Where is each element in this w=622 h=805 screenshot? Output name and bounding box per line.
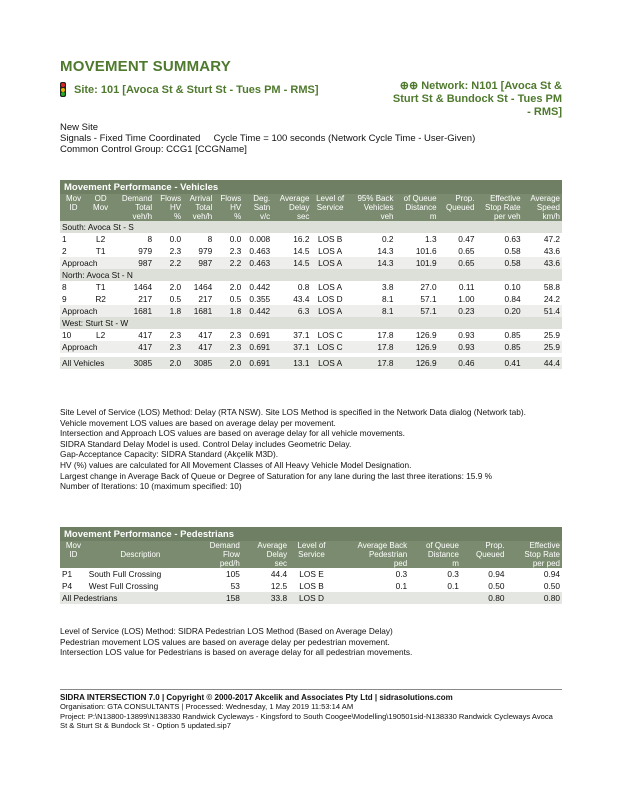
table-cell: T1 bbox=[95, 246, 106, 256]
table-cell: 0.93 bbox=[458, 330, 475, 340]
table-cell: 14.5 bbox=[293, 246, 310, 256]
table-cell: 101.6 bbox=[415, 246, 437, 256]
table-cell: 417 bbox=[183, 341, 214, 353]
table-cell: LOS D bbox=[317, 294, 343, 304]
column-header: Flow bbox=[194, 550, 242, 559]
table-cell: 0.355 bbox=[249, 294, 271, 304]
table-cell: 217 bbox=[138, 294, 153, 304]
approach-row bbox=[60, 305, 562, 317]
table-cell: 0.65 bbox=[458, 246, 475, 256]
column-header: km/h bbox=[523, 212, 562, 221]
table-cell: 8 bbox=[147, 234, 153, 244]
note-line: Pedestrian movement LOS values are based on average delay per pedestrian movement. bbox=[60, 636, 390, 647]
table-cell: 14.5 bbox=[272, 257, 311, 269]
column-header bbox=[87, 212, 114, 221]
table-cell: 0.93 bbox=[439, 341, 477, 353]
table-cell: 13.1 bbox=[272, 357, 311, 369]
network-heading bbox=[392, 80, 562, 119]
table-cell: 158 bbox=[194, 592, 242, 604]
table-cell: L2 bbox=[96, 330, 106, 340]
table-cell: 2.0 bbox=[229, 282, 242, 292]
table-row bbox=[60, 281, 562, 293]
approach-row bbox=[60, 257, 562, 269]
note-line: Level of Service (LOS) Method: SIDRA Pedestrian LOS Method (Based on Average Delay) bbox=[60, 626, 393, 636]
table-cell: 2.0 bbox=[214, 357, 243, 369]
column-header bbox=[289, 559, 334, 568]
column-header: Effective bbox=[506, 541, 562, 550]
table-cell: 0.47 bbox=[458, 234, 475, 244]
table-cell: 979 bbox=[198, 246, 213, 256]
table-cell: 0.691 bbox=[243, 357, 272, 369]
table-cell: 37.1 bbox=[293, 330, 310, 340]
column-header: Pedestrian bbox=[334, 550, 409, 559]
table-cell: 0.3 bbox=[447, 569, 459, 579]
column-header: Vehicles bbox=[349, 203, 396, 212]
table-cell: 14.3 bbox=[349, 257, 396, 269]
table-cell: 987 bbox=[114, 257, 154, 269]
column-header: per ped bbox=[506, 559, 562, 568]
note-line: Number of Iterations: 10 (maximum specified: 10) bbox=[60, 481, 242, 492]
column-header: OD bbox=[87, 194, 114, 203]
table-cell: 3085 bbox=[114, 357, 154, 369]
table-cell: 2.3 bbox=[214, 341, 243, 353]
table-cell: 2.2 bbox=[154, 257, 183, 269]
network-line-1: Network: N101 [Avoca St & bbox=[421, 80, 562, 92]
table-cell: 417 bbox=[114, 341, 154, 353]
note-line: Largest change in Average Back of Queue or Degree of Saturation for any lane during the last three iterations: 15.9 % bbox=[60, 470, 493, 481]
table-cell: T1 bbox=[95, 282, 106, 292]
table-row bbox=[60, 568, 562, 580]
column-header-row bbox=[60, 541, 562, 550]
table-cell: 0.5 bbox=[229, 294, 242, 304]
table-cell: LOS E bbox=[299, 569, 324, 579]
column-header: Service bbox=[289, 550, 334, 559]
info-line: New Site bbox=[60, 122, 99, 133]
column-header: Flows bbox=[154, 194, 183, 203]
table-title: Movement Performance - Pedestrians bbox=[60, 527, 562, 541]
table-cell: 43.6 bbox=[523, 257, 562, 269]
table-cell: 1 bbox=[62, 234, 67, 244]
footer-organisation: Organisation: GTA CONSULTANTS | Processed: Wednesday, 1 May 2019 11:53:14 AM bbox=[60, 702, 354, 712]
table-cell: 0.5 bbox=[169, 294, 182, 304]
table-cell: 2.3 bbox=[229, 246, 242, 256]
table-cell: 43.4 bbox=[293, 294, 310, 304]
table-cell: 0.41 bbox=[476, 357, 522, 369]
table-cell: South Full Crossing bbox=[88, 569, 162, 579]
table-cell: 0.11 bbox=[458, 282, 475, 292]
column-header: Average bbox=[523, 194, 562, 203]
table-cell: 3085 bbox=[183, 357, 214, 369]
column-header: sec bbox=[272, 212, 311, 221]
note-line: Gap-Acceptance Capacity: SIDRA Standard (Akçelik M3D). bbox=[60, 449, 279, 460]
table-row bbox=[60, 233, 562, 245]
total-row bbox=[60, 357, 562, 369]
note-line: Intersection LOS value for Pedestrians is based on average delay for all pedestrian movements. bbox=[60, 647, 413, 658]
table-cell: 0.2 bbox=[381, 234, 394, 244]
column-header: veh/h bbox=[114, 212, 154, 221]
table-cell: 8 bbox=[62, 282, 67, 292]
column-header: Mov bbox=[87, 203, 114, 212]
column-header bbox=[60, 559, 87, 568]
column-header: ped/h bbox=[194, 559, 242, 568]
column-header: Average bbox=[272, 194, 311, 203]
column-header: % bbox=[154, 212, 183, 221]
table-cell: 51.4 bbox=[523, 305, 562, 317]
column-header: Deg. bbox=[243, 194, 272, 203]
table-cell: 58.8 bbox=[543, 282, 560, 292]
table-cell: 0.691 bbox=[249, 330, 271, 340]
table-cell: 0.65 bbox=[439, 257, 477, 269]
table-cell: 0.0 bbox=[229, 234, 242, 244]
vehicle-notes bbox=[60, 407, 526, 492]
table-cell: 0.3 bbox=[395, 569, 408, 579]
column-header: of Queue bbox=[409, 541, 461, 550]
table-cell: L2 bbox=[96, 234, 106, 244]
column-header: Stop Rate bbox=[506, 550, 562, 559]
column-header: Mov bbox=[60, 541, 87, 550]
column-header: Delay bbox=[272, 203, 311, 212]
table-cell: 0.85 bbox=[476, 341, 522, 353]
column-header: Speed bbox=[523, 203, 562, 212]
table-row bbox=[60, 580, 562, 592]
table-cell: 17.8 bbox=[377, 330, 394, 340]
table-cell: 25.9 bbox=[543, 330, 560, 340]
table-cell: 126.9 bbox=[396, 341, 439, 353]
column-header-row bbox=[60, 550, 562, 559]
column-header: % bbox=[214, 212, 243, 221]
table-cell: 0.463 bbox=[243, 257, 272, 269]
table-cell: 417 bbox=[138, 330, 153, 340]
table-cell: R2 bbox=[95, 294, 106, 304]
table-cell: 0.58 bbox=[476, 257, 522, 269]
group-name: South: Avoca St - S bbox=[60, 221, 562, 233]
table-cell: 8.1 bbox=[349, 305, 396, 317]
table-cell: 1.8 bbox=[154, 305, 183, 317]
column-header: Prop. bbox=[461, 541, 507, 550]
table-cell: 0.23 bbox=[439, 305, 477, 317]
column-header: Description bbox=[87, 550, 194, 559]
total-label: All Vehicles bbox=[60, 357, 114, 369]
table-cell: 12.5 bbox=[270, 581, 288, 591]
table-cell: 2.3 bbox=[229, 330, 242, 340]
page-title: MOVEMENT SUMMARY bbox=[60, 58, 231, 75]
table-cell: 0.0 bbox=[169, 234, 182, 244]
column-header-row bbox=[60, 194, 562, 203]
site-label: Site: 101 [Avoca St & Sturt St - Tues PM - RMS] bbox=[74, 83, 319, 96]
table-cell: 0.8 bbox=[297, 282, 310, 292]
table-cell: 44.4 bbox=[523, 357, 562, 369]
table-title-row bbox=[60, 180, 562, 194]
table-cell: 1681 bbox=[183, 305, 214, 317]
table-cell: 1.8 bbox=[214, 305, 243, 317]
table-cell: P4 bbox=[62, 581, 73, 591]
approach-label: Approach bbox=[60, 305, 114, 317]
column-header-row bbox=[60, 559, 562, 568]
table-cell: 2.0 bbox=[154, 357, 183, 369]
table-cell: 979 bbox=[138, 246, 153, 256]
table-cell: LOS A bbox=[311, 357, 348, 369]
approach-group-header bbox=[60, 317, 562, 329]
table-cell: 0.008 bbox=[249, 234, 271, 244]
column-header: Satn bbox=[243, 203, 272, 212]
column-header: Arrival bbox=[183, 194, 214, 203]
site-heading bbox=[60, 82, 318, 97]
column-header: Mov bbox=[60, 194, 87, 203]
column-header: Demand bbox=[194, 541, 242, 550]
table-cell bbox=[409, 592, 461, 604]
column-header: Average bbox=[242, 541, 289, 550]
pedestrian-notes bbox=[60, 626, 412, 658]
table-cell: 1.3 bbox=[425, 234, 437, 244]
network-icon: ⊕⊕ bbox=[399, 80, 419, 92]
column-header-row bbox=[60, 212, 562, 221]
table-cell: 16.2 bbox=[293, 234, 310, 244]
table-cell: 0.63 bbox=[504, 234, 521, 244]
column-header: Queued bbox=[439, 203, 477, 212]
column-header: Distance bbox=[409, 550, 461, 559]
table-cell: 2.3 bbox=[169, 246, 182, 256]
network-line-3: - RMS] bbox=[527, 106, 562, 118]
table-cell: 2 bbox=[62, 246, 67, 256]
table-cell: 44.4 bbox=[270, 569, 288, 579]
table-cell: 9 bbox=[62, 294, 67, 304]
table-cell: 0.84 bbox=[504, 294, 521, 304]
group-name: West: Sturt St - W bbox=[60, 317, 562, 329]
table-cell: 0.46 bbox=[439, 357, 477, 369]
column-header: m bbox=[409, 559, 461, 568]
table-cell: LOS B bbox=[299, 581, 324, 591]
column-header: veh bbox=[349, 212, 396, 221]
column-header-row bbox=[60, 203, 562, 212]
table-cell: 105 bbox=[226, 569, 240, 579]
table-row bbox=[60, 245, 562, 257]
approach-group-header bbox=[60, 269, 562, 281]
column-header: HV bbox=[214, 203, 243, 212]
table-cell bbox=[334, 592, 409, 604]
info-line: Common Control Group: CCG1 [CCGName] bbox=[60, 144, 247, 155]
table-cell: 1464 bbox=[193, 282, 213, 292]
table-cell: 417 bbox=[198, 330, 213, 340]
table-cell: 57.1 bbox=[396, 305, 439, 317]
table-cell: 2.3 bbox=[154, 341, 183, 353]
column-header: Delay bbox=[242, 550, 289, 559]
column-header: Average Back bbox=[334, 541, 409, 550]
table-title-row bbox=[60, 527, 562, 541]
table-cell: 126.9 bbox=[396, 357, 439, 369]
table-cell: 0.50 bbox=[488, 581, 505, 591]
note-line: Intersection and Approach LOS values are based on average delay for all vehicle movements. bbox=[60, 428, 405, 439]
table-cell: LOS C bbox=[311, 341, 348, 353]
table-cell: 6.3 bbox=[272, 305, 311, 317]
site-info bbox=[60, 122, 475, 155]
column-header: Level of bbox=[289, 541, 334, 550]
approach-label: Approach bbox=[60, 257, 114, 269]
column-header: Queued bbox=[461, 550, 507, 559]
column-header: Demand bbox=[114, 194, 154, 203]
column-header bbox=[87, 541, 194, 550]
network-line-2: Sturt St & Bundock St - Tues PM bbox=[392, 93, 562, 105]
note-line: Vehicle movement LOS values are based on average delay per movement. bbox=[60, 417, 336, 428]
table-cell: 24.2 bbox=[543, 294, 560, 304]
page-footer bbox=[60, 689, 562, 731]
table-cell: 1.00 bbox=[458, 294, 475, 304]
table-cell: 0.1 bbox=[395, 581, 408, 591]
column-header: HV bbox=[154, 203, 183, 212]
vehicle-performance-table bbox=[60, 180, 562, 369]
column-header: ID bbox=[60, 203, 87, 212]
table-cell: 53 bbox=[230, 581, 240, 591]
table-cell: 10 bbox=[62, 330, 72, 340]
column-header: Distance bbox=[396, 203, 439, 212]
table-cell: 17.8 bbox=[349, 357, 396, 369]
table-cell: 33.8 bbox=[242, 592, 289, 604]
column-header: Level of bbox=[311, 194, 348, 203]
column-header bbox=[60, 212, 87, 221]
table-cell: 0.80 bbox=[506, 592, 562, 604]
table-cell: LOS D bbox=[289, 592, 334, 604]
table-cell: LOS A bbox=[311, 257, 348, 269]
column-header: Total bbox=[114, 203, 154, 212]
column-header: m bbox=[396, 212, 439, 221]
group-name: North: Avoca St - N bbox=[60, 269, 562, 281]
column-header bbox=[311, 212, 348, 221]
approach-group-header bbox=[60, 221, 562, 233]
pedestrian-performance-table bbox=[60, 527, 562, 604]
note-line: SIDRA Standard Delay Model is used. Control Delay includes Geometric Delay. bbox=[60, 438, 352, 449]
table-cell: 0.10 bbox=[504, 282, 521, 292]
table-cell: LOS A bbox=[318, 246, 343, 256]
column-header: Effective bbox=[476, 194, 522, 203]
table-cell: 0.80 bbox=[461, 592, 507, 604]
table-cell: 17.8 bbox=[349, 341, 396, 353]
table-cell: 0.85 bbox=[504, 330, 521, 340]
table-cell: 1681 bbox=[114, 305, 154, 317]
table-cell: 1464 bbox=[133, 282, 153, 292]
column-header: Service bbox=[311, 203, 348, 212]
table-cell: 0.50 bbox=[543, 581, 560, 591]
column-header: per veh bbox=[476, 212, 522, 221]
table-cell: 57.1 bbox=[420, 294, 437, 304]
column-header: of Queue bbox=[396, 194, 439, 203]
table-cell: 0.442 bbox=[243, 305, 272, 317]
table-cell: 43.6 bbox=[543, 246, 560, 256]
table-cell: 25.9 bbox=[523, 341, 562, 353]
table-cell: 126.9 bbox=[415, 330, 437, 340]
table-cell: 0.94 bbox=[488, 569, 505, 579]
table-cell: 987 bbox=[183, 257, 214, 269]
table-cell: 14.3 bbox=[377, 246, 394, 256]
table-cell: 0.463 bbox=[249, 246, 271, 256]
table-cell: 217 bbox=[198, 294, 213, 304]
column-header: sec bbox=[242, 559, 289, 568]
column-header: ped bbox=[334, 559, 409, 568]
approach-label: Approach bbox=[60, 341, 114, 353]
column-header: ID bbox=[60, 550, 87, 559]
table-cell: 0.58 bbox=[504, 246, 521, 256]
table-cell: 8.1 bbox=[381, 294, 394, 304]
table-cell: LOS A bbox=[318, 282, 343, 292]
table-cell: LOS B bbox=[317, 234, 343, 244]
column-header: Total bbox=[183, 203, 214, 212]
table-cell: 0.691 bbox=[243, 341, 272, 353]
table-cell: 0.20 bbox=[476, 305, 522, 317]
note-line: Site Level of Service (LOS) Method: Delay (RTA NSW). Site LOS Method is specified in the Network Data dialog (Network tab). bbox=[60, 407, 526, 417]
info-line: Signals - Fixed Time Coordinated Cycle Time = 100 seconds (Network Cycle Time - User-Given) bbox=[60, 133, 476, 144]
table-row bbox=[60, 293, 562, 305]
table-cell: 0.1 bbox=[447, 581, 459, 591]
column-header bbox=[439, 212, 477, 221]
column-header: 95% Back bbox=[349, 194, 396, 203]
column-header: v/c bbox=[243, 212, 272, 221]
total-label: All Pedestrians bbox=[60, 592, 194, 604]
table-cell: 101.9 bbox=[396, 257, 439, 269]
column-header: Flows bbox=[214, 194, 243, 203]
column-header bbox=[461, 559, 507, 568]
approach-row bbox=[60, 341, 562, 353]
table-cell: 8 bbox=[207, 234, 213, 244]
table-cell: 47.2 bbox=[543, 234, 560, 244]
footer-copyright: SIDRA INTERSECTION 7.0 | Copyright © 2000-2017 Akcelik and Associates Pty Ltd | sidrasolutions.com bbox=[60, 693, 453, 702]
table-row bbox=[60, 329, 562, 341]
table-cell: P1 bbox=[62, 569, 73, 579]
table-cell: 2.0 bbox=[169, 282, 182, 292]
table-cell: 2.2 bbox=[214, 257, 243, 269]
table-cell: 37.1 bbox=[272, 341, 311, 353]
table-cell: 0.442 bbox=[249, 282, 271, 292]
column-header: veh/h bbox=[183, 212, 214, 221]
table-cell: 27.0 bbox=[420, 282, 437, 292]
table-cell: West Full Crossing bbox=[88, 581, 159, 591]
note-line: HV (%) values are calculated for All Movement Classes of All Heavy Vehicle Model Designation. bbox=[60, 459, 412, 470]
column-header: Prop. bbox=[439, 194, 477, 203]
table-cell: 0.94 bbox=[543, 569, 560, 579]
traffic-signal-icon bbox=[60, 82, 66, 97]
table-cell: 2.3 bbox=[169, 330, 182, 340]
table-title: Movement Performance - Vehicles bbox=[60, 180, 562, 194]
table-cell: LOS C bbox=[317, 330, 343, 340]
footer-project: Project: P:\N13800-13899\N138330 Randwick Cycleways - Kingsford to South Coogee\Modelling\190501sid-N138330 Randwick Cycleways Avoca St & Sturt St & Bundock St - Option 5 updated.sip7 bbox=[60, 711, 553, 731]
column-header: Stop Rate bbox=[476, 203, 522, 212]
total-row bbox=[60, 592, 562, 604]
column-header bbox=[87, 559, 194, 568]
table-cell: LOS A bbox=[311, 305, 348, 317]
table-cell: 3.8 bbox=[381, 282, 394, 292]
